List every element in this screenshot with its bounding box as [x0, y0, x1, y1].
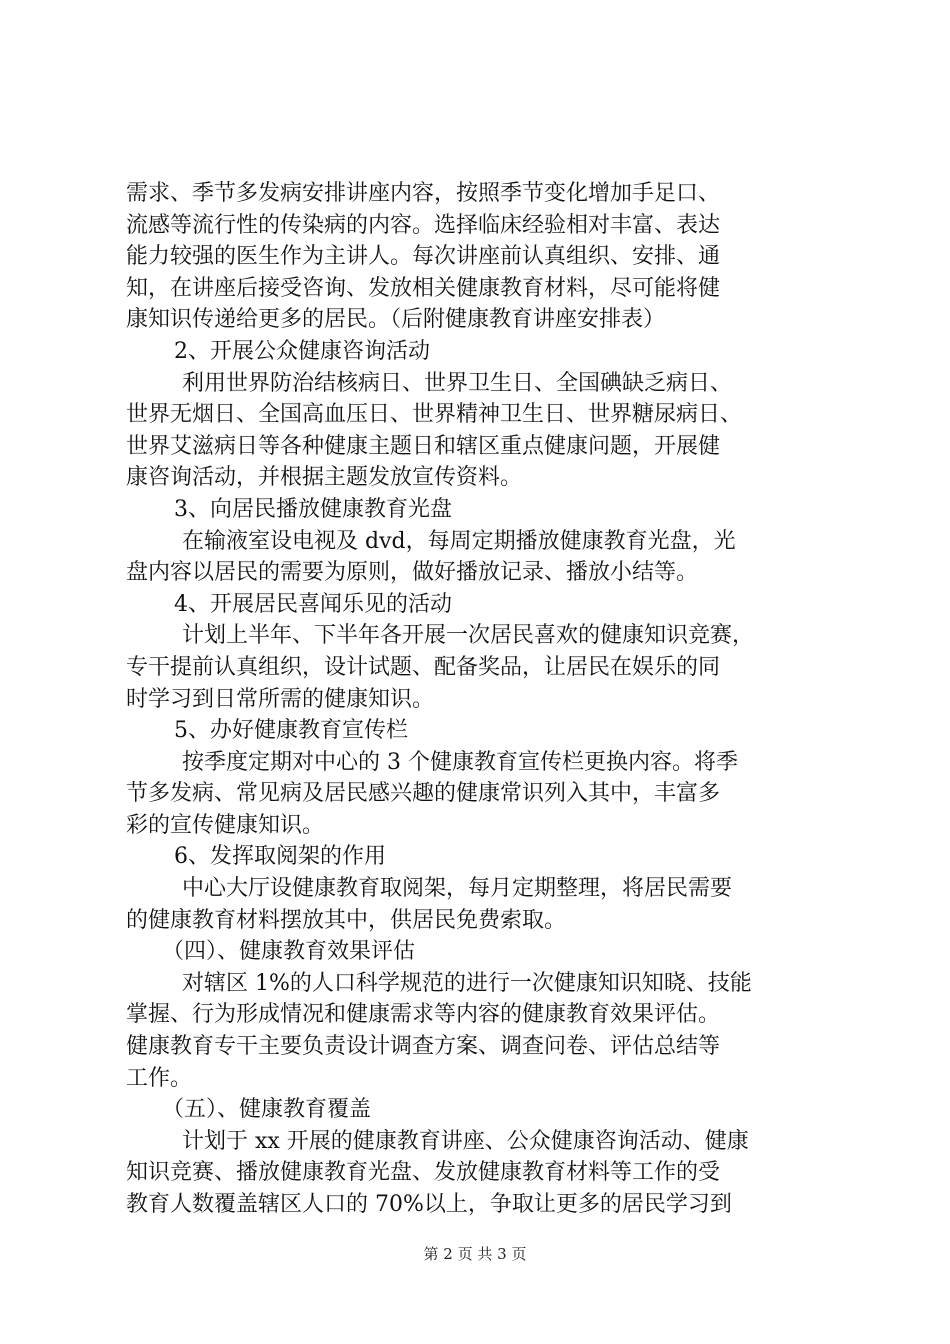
text-line: 对辖区 1%的人口科学规范的进行一次健康知识知晓、技能	[182, 970, 752, 996]
text-line: 在输液室设电视及 dvd，每周定期播放健康教育光盘，光	[182, 528, 736, 554]
text-line: 按季度定期对中心的 3 个健康教育宣传栏更换内容。将季	[182, 749, 738, 775]
text-line: 彩的宣传健康知识。	[126, 812, 325, 838]
text-line: 康知识传递给更多的居民。（后附健康教育讲座安排表）	[126, 307, 666, 333]
text-line: 专干提前认真组织，设计试题、配备奖品，让居民在娱乐的同	[126, 654, 721, 680]
text-line: 利用世界防治结核病日、世界卫生日、全国碘缺乏病日、	[182, 370, 733, 396]
text-line: 世界艾滋病日等各种健康主题日和辖区重点健康问题，开展健	[126, 433, 721, 459]
body-text	[126, 178, 826, 1221]
text-line: 计划上半年、下半年各开展一次居民喜欢的健康知识竞赛，	[182, 623, 755, 649]
text-line: 能力较强的医生作为主讲人。每次讲座前认真组织、安排、通	[126, 244, 721, 270]
page-footer: 第 2 页 共 3 页	[423, 1245, 527, 1263]
text-line: 流感等流行性的传染病的内容。选择临床经验相对丰富、表达	[126, 212, 721, 238]
text-line: 中心大厅设健康教育取阅架，每月定期整理，将居民需要	[182, 876, 733, 902]
text-line: 时学习到日常所需的健康知识。	[126, 686, 435, 712]
text-line: 需求、季节多发病安排讲座内容，按照季节变化增加手足口、	[126, 181, 721, 206]
text-line: 世界无烟日、全国高血压日、世界精神卫生日、世界糖尿病日、	[126, 402, 743, 428]
text-line: 教育人数覆盖辖区人口的 70%以上，争取让更多的居民学习到	[126, 1192, 732, 1217]
section-heading: 2、开展公众健康咨询活动	[174, 338, 430, 364]
text-line: 知，在讲座后接受咨询、发放相关健康教育材料，尽可能将健	[126, 275, 721, 301]
section-heading: 6、发挥取阅架的作用	[174, 844, 386, 870]
section-heading: （五）、健康教育覆盖	[162, 1097, 372, 1123]
section-heading: 5、办好健康教育宣传栏	[174, 718, 408, 744]
text-line: 工作。	[126, 1065, 193, 1091]
text-line: 康咨询活动，并根据主题发放宣传资料。	[126, 465, 523, 491]
section-heading: 4、开展居民喜闻乐见的活动	[174, 591, 452, 617]
text-line: 盘内容以居民的需要为原则，做好播放记录、播放小结等。	[126, 560, 699, 586]
text-line: 掌握、行为形成情况和健康需求等内容的健康教育效果评估。	[126, 1002, 721, 1028]
text-line: 知识竞赛、播放健康教育光盘、发放健康教育材料等工作的受	[126, 1160, 721, 1186]
section-heading: 3、向居民播放健康教育光盘	[174, 496, 452, 522]
text-line: 健康教育专干主要负责设计调查方案、调查问卷、评估总结等	[126, 1034, 721, 1060]
section-heading: （四）、健康教育效果评估	[162, 939, 416, 965]
text-line: 的健康教育材料摆放其中，供居民免费索取。	[126, 907, 567, 933]
text-line: 计划于 xx 开展的健康教育讲座、公众健康咨询活动、健康	[182, 1128, 749, 1154]
text-line: 节多发病、常见病及居民感兴趣的健康常识列入其中，丰富多	[126, 781, 721, 807]
